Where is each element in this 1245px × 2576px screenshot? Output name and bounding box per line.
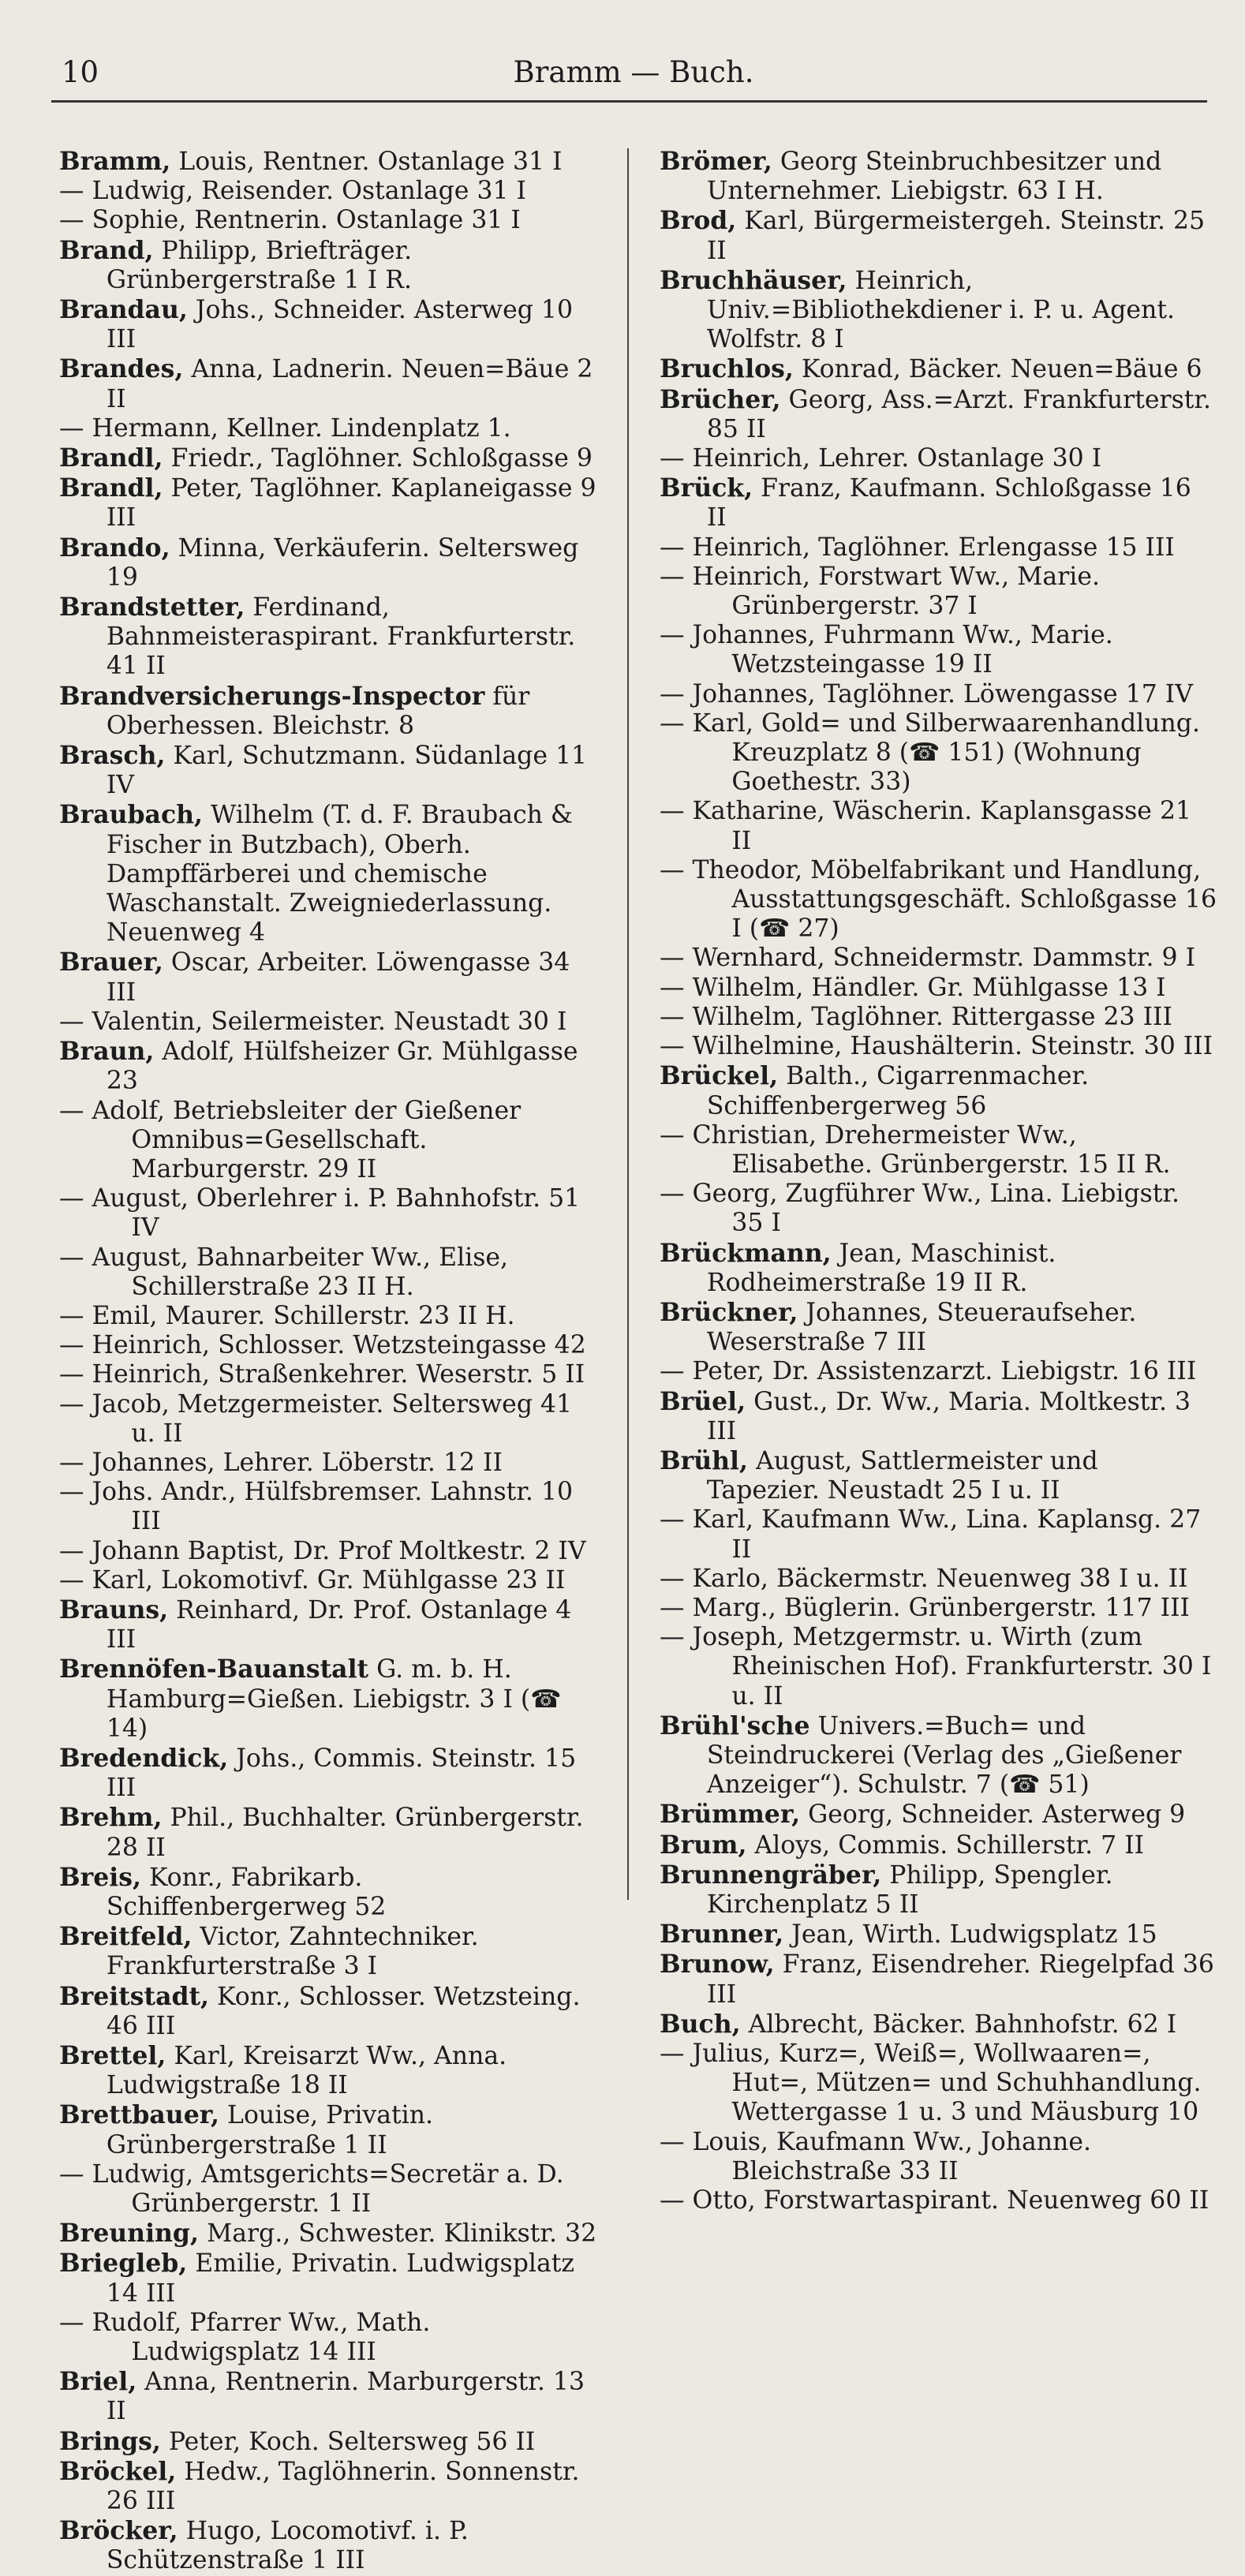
entry-details: Emilie, Privatin. Ludwigsplatz 14 III (106, 2249, 583, 2308)
directory-entry (59, 354, 604, 413)
entry-details: — Ludwig, Reisender. Ostanlage 31 I (59, 177, 526, 206)
entry-surname: Breitstadt, (59, 1981, 210, 2011)
entry-details: Friedr., Taglöhner. Schloßgasse 9 (163, 444, 593, 473)
directory-entry (59, 295, 604, 354)
entry-details: Hugo, Locomotivf. i. P. Schützenstraße 1 III (106, 2517, 477, 2575)
directory-entry (59, 1478, 604, 1536)
entry-details: Louise, Privatin. Grünbergerstraße 1 II (106, 2101, 442, 2159)
entry-details: — Julius, Kurz=, Weiß=, Wollwaaren=, Hut=, Mützen= und Schuhhandlung. Wettergasse 1 u. 3 und Mäusburg 10 (660, 2039, 1209, 2127)
entry-details: Anna, Ladnerin. Neuen=Bäue 2 II (106, 355, 601, 413)
directory-entry (59, 1097, 604, 1185)
directory-entry (59, 2309, 604, 2367)
entry-details: — Valentin, Seilermeister. Neustadt 30 I (59, 1007, 567, 1036)
entry-details: Jean, Maschinist. Rodheimerstraße 19 II R. (706, 1239, 1064, 1297)
entry-surname: Brings, (59, 2426, 161, 2456)
entry-surname: Brunnengräber, (660, 1860, 882, 1890)
entry-details: Konrad, Bäcker. Neuen=Bäue 6 (793, 355, 1202, 384)
directory-entry (59, 593, 604, 682)
entry-details: — Christian, Drehermeister Ww., Elisabethe. Grünbergerstr. 15 II R. (660, 1120, 1171, 1179)
entry-surname: Bredendick, (59, 1743, 229, 1773)
entry-details: — Johannes, Taglöhner. Löwengasse 17 IV (660, 679, 1193, 708)
entry-details: Johannes, Steueraufseher. Weserstraße 7 III (706, 1298, 1145, 1357)
entry-details: — Theodor, Möbelfabrikant und Handlung, Ausstattungsgeschäft. Schloßgasse 16 I (☎ 27) (660, 855, 1225, 944)
directory-entry (59, 2249, 604, 2308)
directory-entry (660, 473, 1218, 533)
entry-surname: Brandes, (59, 354, 184, 384)
entry-details: Victor, Zahntechniker. Frankfurterstraße 3 I (106, 1923, 487, 1981)
directory-entry (660, 680, 1218, 709)
entry-details: Gust., Dr. Ww., Maria. Moltkestr. 3 III (706, 1387, 1199, 1445)
entry-details: Konr., Schlosser. Wetzsteing. 46 III (106, 1982, 589, 2040)
directory-entry (59, 443, 604, 473)
entry-details: Hedw., Taglöhnerin. Sonnenstr. 26 III (106, 2457, 588, 2516)
entry-details: — Karl, Lokomotivf. Gr. Mühlgasse 23 II (59, 1565, 566, 1595)
directory-entry (660, 1505, 1218, 1564)
directory-entry (59, 1595, 604, 1654)
directory-entry (660, 206, 1218, 265)
entry-details: — Peter, Dr. Assistenzarzt. Liebigstr. 16 III (660, 1357, 1197, 1386)
directory-entry (59, 2516, 604, 2575)
entry-details: Minna, Verkäuferin. Seltersweg 19 (106, 533, 587, 592)
header-rule (51, 100, 1207, 103)
entry-surname: Brasch, (59, 741, 166, 771)
entry-details: — Karl, Kaufmann Ww., Lina. Kaplansg. 27 II (660, 1505, 1209, 1564)
entry-details: — Rudolf, Pfarrer Ww., Math. Ludwigsplatz 14 III (59, 2308, 439, 2367)
directory-entry (660, 2010, 1218, 2039)
entry-details: — Heinrich, Straßenkehrer. Weserstr. 5 II (59, 1360, 585, 1389)
entry-details: Anna, Rentnerin. Marburgerstr. 13 II (106, 2368, 593, 2426)
entry-surname: Brando, (59, 533, 170, 563)
directory-entry (59, 682, 604, 741)
entry-details: Aloys, Commis. Schillerstr. 7 II (746, 1830, 1145, 1860)
directory-entry (59, 1390, 604, 1449)
entry-surname: Brühl'sche (660, 1710, 810, 1740)
entry-surname: Brömer, (660, 147, 772, 176)
entry-details: Johs., Schneider. Asterweg 10 III (106, 296, 581, 354)
directory-entry (59, 1037, 604, 1096)
entry-details: Franz, Kaufmann. Schloßgasse 16 II (706, 474, 1199, 533)
entry-details: — Louis, Kaufmann Ww., Johanne. Bleichstraße 33 II (660, 2127, 1099, 2185)
entry-surname: Breitfeld, (59, 1922, 193, 1952)
entry-surname: Brauer, (59, 948, 163, 978)
entry-surname: Brückel, (660, 1061, 779, 1091)
directory-entry (59, 1922, 604, 1981)
directory-entry (59, 1360, 604, 1389)
column-divider (627, 148, 629, 1900)
entry-details: Adolf, Hülfsheizer Gr. Mühlgasse 23 (106, 1038, 586, 1096)
entry-surname: Brehm, (59, 1803, 163, 1833)
entry-details: — Katharine, Wäscherin. Kaplansgasse 21 II (660, 797, 1200, 855)
entry-surname: Brücher, (660, 384, 781, 414)
entry-surname: Brandl, (59, 473, 163, 503)
entry-details: Georg, Ass.=Arzt. Frankfurterstr. 85 II (706, 385, 1220, 443)
entry-surname: Bramm, (59, 147, 171, 176)
entry-details: — Heinrich, Taglöhner. Erlengasse 15 III (660, 533, 1175, 562)
entry-details: Louis, Rentner. Ostanlage 31 I (170, 148, 563, 176)
directory-entry (660, 944, 1218, 973)
directory-entry (59, 1008, 604, 1037)
directory-entry (660, 385, 1218, 444)
directory-entry (59, 1449, 604, 1478)
directory-entry (59, 2160, 604, 2219)
directory-entry (59, 1331, 604, 1360)
directory-entry (660, 1446, 1218, 1505)
directory-entry (660, 1298, 1218, 1357)
entry-details: Peter, Taglöhner. Kaplaneigasse 9 III (106, 474, 604, 533)
entry-details: — August, Oberlehrer i. P. Bahnhofstr. 51 IV (59, 1184, 589, 1243)
directory-entry (59, 800, 604, 948)
entry-details: — Emil, Maurer. Schillerstr. 23 II H. (59, 1301, 515, 1330)
entry-surname: Bruchhäuser, (660, 265, 847, 295)
entry-surname: Brunow, (660, 1950, 775, 1980)
directory-entry (59, 473, 604, 533)
entry-details: — Johs. Andr., Hülfsbremser. Lahnstr. 10 III (59, 1478, 581, 1536)
directory-entry (59, 741, 604, 800)
directory-entry (660, 533, 1218, 563)
entry-details: — Heinrich, Lehrer. Ostanlage 30 I (660, 444, 1102, 473)
directory-entry (59, 414, 604, 443)
entry-details: — Georg, Zugführer Ww., Lina. Liebigstr. 35 I (660, 1180, 1188, 1238)
entry-surname: Braubach, (59, 800, 204, 830)
directory-entry (59, 948, 604, 1007)
directory-entry (59, 2457, 604, 2516)
entry-details: — Jacob, Metzgermeister. Seltersweg 41 u. II (59, 1389, 581, 1448)
directory-entry (660, 1061, 1218, 1120)
entry-surname: Brück, (660, 473, 753, 503)
page-title: Bramm — Buch. (513, 55, 754, 89)
directory-entry (59, 1744, 604, 1803)
directory-entry (660, 1121, 1218, 1180)
entry-details: — Ludwig, Amtsgerichts=Secretär a. D. Grünbergerstr. 1 II (59, 2159, 572, 2219)
directory-entry (660, 1860, 1218, 1920)
entry-surname: Buch, (660, 2009, 741, 2039)
directory-entry (660, 266, 1218, 355)
entry-details: — Wilhelm, Händler. Gr. Mühlgasse 13 I (660, 973, 1166, 1002)
entry-surname: Brettbauer, (59, 2100, 220, 2130)
entry-details: — Johann Baptist, Dr. Prof Moltkestr. 2 IV (59, 1536, 586, 1565)
entry-surname: Braun, (59, 1037, 155, 1067)
directory-entry (660, 563, 1218, 621)
directory-entry (660, 1003, 1218, 1032)
directory-entry (59, 1537, 604, 1566)
entry-details: — August, Bahnarbeiter Ww., Elise, Schillerstraße 23 II H. (59, 1243, 517, 1301)
directory-entry (660, 444, 1218, 473)
directory-entry (59, 147, 604, 177)
directory-entry (660, 354, 1218, 384)
directory-entry (660, 2128, 1218, 2186)
entry-details: — Karlo, Bäckermstr. Neuenweg 38 I u. II (660, 1564, 1188, 1593)
entry-details: Georg Steinbruchbesitzer und Unternehmer. Liebigstr. 63 I H. (706, 148, 1170, 206)
entry-surname: Brandstetter, (59, 593, 245, 623)
directory-entry (660, 1032, 1218, 1061)
right-column (660, 147, 1225, 2215)
directory-entry (59, 206, 604, 235)
entry-surname: Brümmer, (660, 1800, 801, 1830)
directory-entry (59, 2367, 604, 2426)
entry-details: Heinrich, Univ.=Bibliothekdiener i. P. u. Agent. Wolfstr. 8 I (706, 266, 1183, 354)
entry-details: Peter, Koch. Seltersweg 56 II (160, 2427, 536, 2456)
entry-surname: Brüel, (660, 1386, 746, 1416)
page-number: 10 (62, 55, 99, 89)
entry-details: — Johannes, Fuhrmann Ww., Marie. Wetzsteingasse 19 II (660, 621, 1121, 679)
entry-surname: Bröckel, (59, 2456, 177, 2486)
directory-entry (660, 1711, 1218, 1800)
directory-entry (59, 1982, 604, 2041)
directory-entry (59, 1566, 604, 1595)
entry-details: — Wilhelm, Taglöhner. Rittergasse 23 III (660, 1002, 1172, 1031)
entry-surname: Brand, (59, 235, 154, 265)
entry-surname: Brückmann, (660, 1238, 832, 1268)
entry-surname: Brennöfen-Bauanstalt (59, 1654, 369, 1684)
directory-entry (59, 1654, 604, 1744)
directory-entry (660, 1180, 1218, 1238)
entry-details: Balth., Cigarrenmacher. Schiffenbergerweg 56 (706, 1062, 1097, 1120)
directory-entry (59, 2427, 604, 2457)
directory-entry (660, 2186, 1218, 2215)
entry-surname: Brunner, (660, 1920, 784, 1950)
entry-details: Wilhelm (T. d. F. Braubach & Fischer in Butzbach), Oberh. Dampffärberei und chemische Waschanstalt. Zweigniederlassung. Neuenweg 4 (106, 801, 581, 948)
entry-details: Karl, Bürgermeistergeh. Steinstr. 25 II (706, 207, 1213, 265)
entry-details: — Wilhelmine, Haushälterin. Steinstr. 30 III (660, 1032, 1213, 1061)
entry-details: Konr., Fabrikarb. Schiffenbergerweg 52 (106, 1863, 387, 1921)
entry-surname: Brandau, (59, 295, 188, 325)
directory-entry (660, 1565, 1218, 1594)
entry-surname: Breis, (59, 1862, 141, 1892)
entry-details: Reinhard, Dr. Prof. Ostanlage 4 III (106, 1595, 580, 1654)
entry-surname: Bruchlos, (660, 354, 794, 384)
entry-details: — Johannes, Lehrer. Löberstr. 12 II (59, 1448, 503, 1477)
directory-entry (660, 1623, 1218, 1711)
directory-entry (660, 1920, 1218, 1950)
directory-entry (59, 533, 604, 593)
entry-surname: Brühl, (660, 1445, 748, 1475)
entry-surname: Breuning, (59, 2219, 199, 2249)
directory-entry (660, 2039, 1218, 2128)
entry-details: — Heinrich, Forstwart Ww., Marie. Grünbergerstr. 37 I (660, 562, 1109, 621)
entry-details: — Joseph, Metzgermstr. u. Wirth (zum Rheinischen Hof). Frankfurterstr. 30 I u. II (660, 1623, 1220, 1710)
directory-entry (660, 1239, 1218, 1298)
entry-details: — Hermann, Kellner. Lindenplatz 1. (59, 413, 511, 443)
directory-entry (660, 1357, 1218, 1386)
entry-details: Georg, Schneider. Asterweg 9 (800, 1800, 1186, 1830)
entry-details: Oscar, Arbeiter. Löwengasse 34 III (106, 948, 578, 1007)
directory-entry (59, 1243, 604, 1302)
entry-details: — Adolf, Betriebsleiter der Gießener Omnibus=Gesellschaft. Marburgerstr. 29 II (59, 1096, 529, 1183)
entry-details: Ferdinand, Bahnmeisteraspirant. Frankfurterstr. 41 II (106, 593, 584, 681)
entry-details: — Sophie, Rentnerin. Ostanlage 31 I (59, 206, 521, 235)
directory-entry (660, 1830, 1218, 1860)
entry-surname: Briegleb, (59, 2249, 188, 2279)
entry-details: Phil., Buchhalter. Grünbergerstr. 28 II (106, 1804, 592, 1862)
directory-entry (59, 236, 604, 295)
directory-entry (59, 177, 604, 206)
entry-surname: Briel, (59, 2367, 137, 2397)
entry-details: Philipp, Briefträger. Grünbergerstraße 1 I R. (106, 236, 421, 294)
entry-details: — Heinrich, Schlosser. Wetzsteingasse 42 (59, 1331, 586, 1360)
entry-details: Marg., Schwester. Klinikstr. 32 (198, 2219, 597, 2249)
entry-details: — Karl, Gold= und Silberwaarenhandlung. Kreuzplatz 8 (☎ 151) (Wohnung Goethestr. 33) (660, 708, 1208, 797)
directory-entry (660, 1387, 1218, 1446)
entry-details: G. m. b. H. Hamburg=Gießen. Liebigstr. 3 I (☎ 14) (106, 1655, 570, 1743)
entry-details: Univers.=Buch= und Steindruckerei (Verlag des „Gießener Anzeiger“). Schulstr. 7 (☎ 51) (706, 1711, 1190, 1800)
entry-surname: Brum, (660, 1830, 747, 1860)
directory-entry (59, 1803, 604, 1862)
page-header (62, 55, 1206, 95)
entry-details: für Oberhessen. Bleichstr. 8 (106, 682, 538, 740)
entry-details: Franz, Eisendreher. Riegelpfad 36 III (706, 1950, 1222, 2009)
directory-entry (660, 1594, 1218, 1623)
entry-details: August, Sattlermeister und Tapezier. Neustadt 25 I u. II (706, 1446, 1106, 1505)
directory-entry (59, 2219, 604, 2249)
entry-details: — Otto, Forstwartaspirant. Neuenweg 60 II (660, 2186, 1209, 2215)
directory-entry (660, 147, 1218, 206)
directory-entry (660, 1800, 1218, 1830)
directory-entry (660, 709, 1218, 798)
directory-entry (660, 974, 1218, 1003)
entry-details: Jean, Wirth. Ludwigsplatz 15 (783, 1920, 1157, 1950)
entry-details: Philipp, Spengler. Kirchenplatz 5 II (706, 1860, 1121, 1919)
directory-entry (59, 1184, 604, 1243)
entry-surname: Brandl, (59, 443, 163, 473)
directory-entry (59, 2100, 604, 2159)
directory-entry (660, 797, 1218, 855)
entry-details: Karl, Schutzmann. Südanlage 11 IV (106, 742, 596, 800)
entry-details: — Wernhard, Schneidermstr. Dammstr. 9 I (660, 944, 1196, 973)
entry-details: Johs., Commis. Steinstr. 15 III (106, 1744, 585, 1803)
entry-surname: Brandversicherungs-Inspector (59, 681, 485, 711)
entry-surname: Bröcker, (59, 2516, 178, 2546)
entry-details: Albrecht, Bäcker. Bahnhofstr. 62 I (740, 2010, 1177, 2039)
entry-surname: Brod, (660, 206, 737, 236)
directory-entry (660, 1950, 1222, 2009)
entry-surname: Brauns, (59, 1595, 169, 1624)
directory-entry (660, 855, 1225, 944)
entry-surname: Brettel, (59, 2041, 166, 2070)
entry-details: — Marg., Büglerin. Grünbergerstr. 117 III (660, 1593, 1191, 1622)
directory-entry (660, 621, 1218, 679)
directory-entry (59, 1863, 604, 1922)
directory-entry (59, 2041, 604, 2100)
entry-surname: Brückner, (660, 1297, 798, 1327)
left-column (59, 147, 604, 2576)
entry-details: Karl, Kreisarzt Ww., Anna. Ludwigstraße 18 II (106, 2042, 515, 2100)
directory-entry (59, 1302, 604, 1331)
